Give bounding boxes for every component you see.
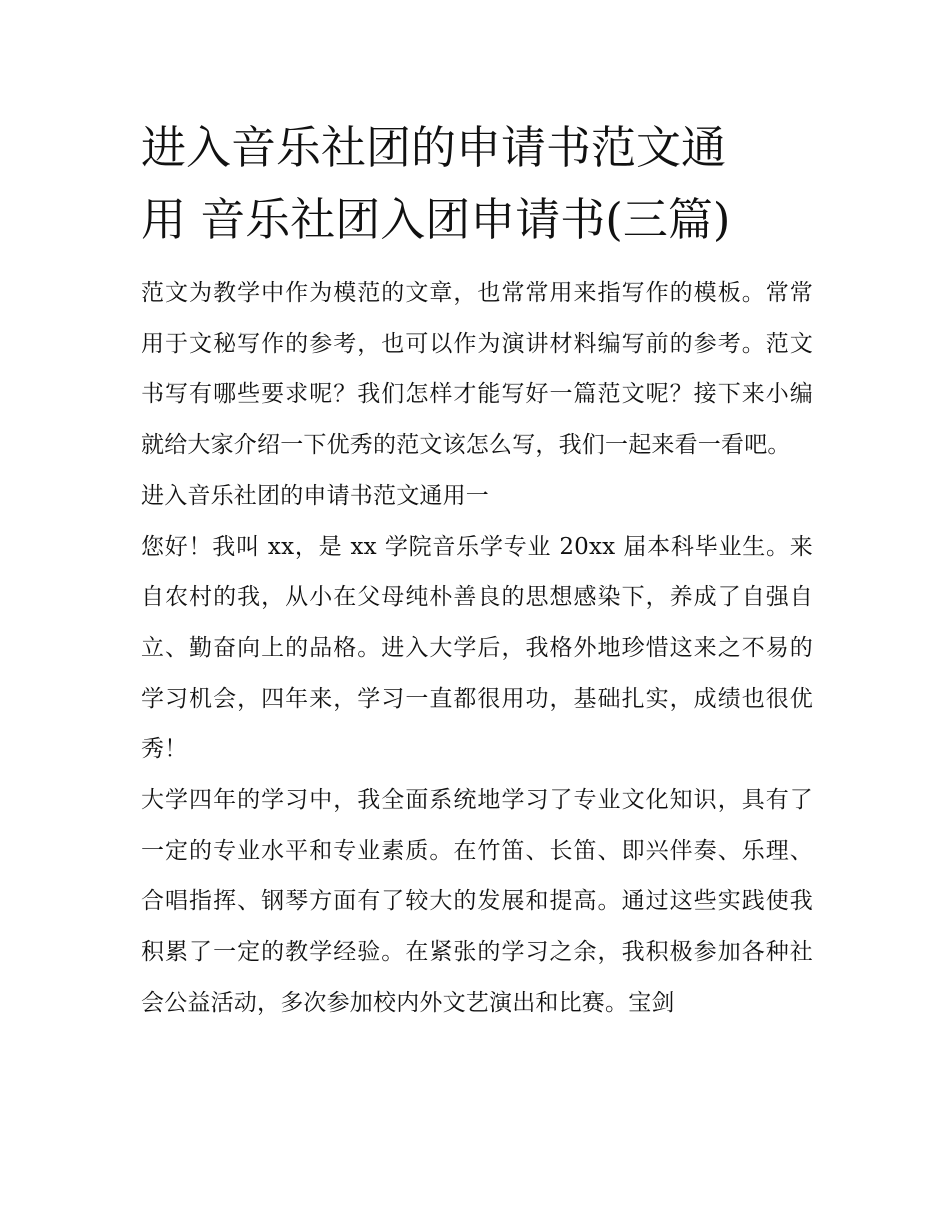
intro-paragraph: 范文为教学中作为模范的文章，也常常用来指写作的模板。常常用于文秘写作的参考，也可以作为演讲材料编写前的参考。范文书写有哪些要求呢？我们怎样才能写好一篇范文呢？接下来小编就给大家介绍一下优秀的范文该怎么写，我们一起来看一看吧。 (141, 280, 813, 459)
title-line-2: 用 音乐社团入团申请书(三篇) (141, 193, 731, 246)
body-paragraph-2: 大学四年的学习中，我全面系统地学习了专业文化知识，具有了一定的专业水平和专业素质。在竹笛、长笛、即兴伴奏、乐理、合唱指挥、钢琴方面有了较大的发展和提高。通过这些实践使我积累了一定的教学经验。在紧张的学习之余，我积极参加各种社会公益活动，多次参加校内外文艺演出和比赛。宝剑 (141, 787, 813, 1016)
title-line-1: 进入音乐社团的申请书范文通 (141, 121, 727, 174)
body-paragraph-1: 您好！我叫 xx，是 xx 学院音乐学专业 20xx 届本科毕业生。来自农村的我，从小在父母纯朴善良的思想感染下，养成了自强自立、勤奋向上的品格。进入大学后，我格外地珍惜这来之不易的学习机会，四年来，学习一直都很用功，基础扎实，成绩也很优秀！ (141, 533, 813, 763)
section-heading: 进入音乐社团的申请书范文通用一 (141, 482, 489, 509)
document-title (141, 112, 813, 256)
document-body (141, 112, 813, 1029)
